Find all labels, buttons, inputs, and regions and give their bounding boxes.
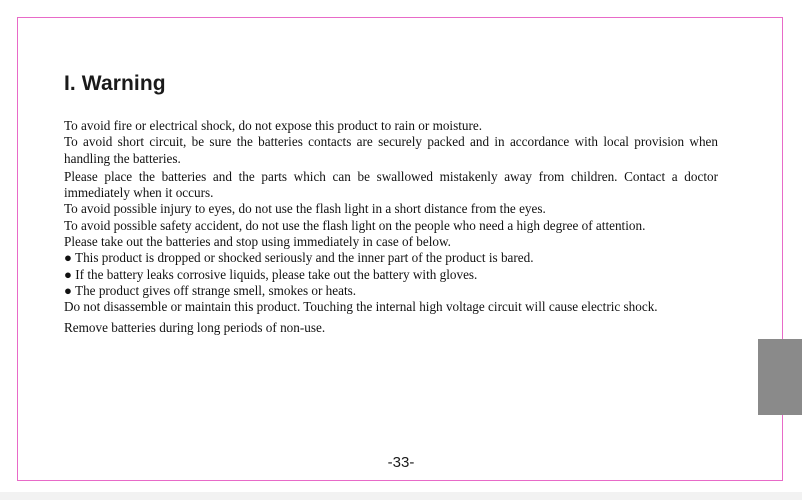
warning-bullet: ● The product gives off strange smell, smokes or heats. bbox=[64, 282, 357, 298]
warning-bullet: ● If the battery leaks corrosive liquids, please take out the battery with gloves. bbox=[64, 266, 478, 282]
warning-body bbox=[64, 118, 718, 336]
warning-bullet: ● This product is dropped or shocked seriously and the inner part of the product is bared. bbox=[64, 250, 534, 266]
page-title: I. Warning bbox=[64, 72, 166, 95]
warning-paragraph: To avoid fire or electrical shock, do not expose this product to rain or moisture. bbox=[64, 118, 483, 133]
warning-paragraph: Please place the batteries and the parts which can be swallowed mistakenly away from children. Contact a doctor immediately when it occurs. bbox=[64, 168, 718, 201]
warning-paragraph: To avoid possible injury to eyes, do not use the flash light in a short distance from the eyes. bbox=[64, 201, 546, 217]
page-number: -33- bbox=[387, 454, 415, 471]
warning-paragraph: Remove batteries during long periods of non-use. bbox=[64, 319, 326, 335]
warning-paragraph: To avoid short circuit, be sure the batteries contacts are securely packed and in accordance with local provision when handling the batteries. bbox=[64, 134, 718, 166]
warning-paragraph: Please take out the batteries and stop using immediately in case of below. bbox=[64, 234, 451, 250]
warning-paragraph: Do not disassemble or maintain this product. Touching the internal high voltage circuit will cause electric shock. bbox=[64, 299, 658, 315]
warning-paragraph: To avoid possible safety accident, do not use the flash light on the people who need a high degree of attention. bbox=[64, 217, 646, 233]
side-tab-marker bbox=[758, 339, 802, 415]
bottom-shade bbox=[0, 492, 802, 500]
